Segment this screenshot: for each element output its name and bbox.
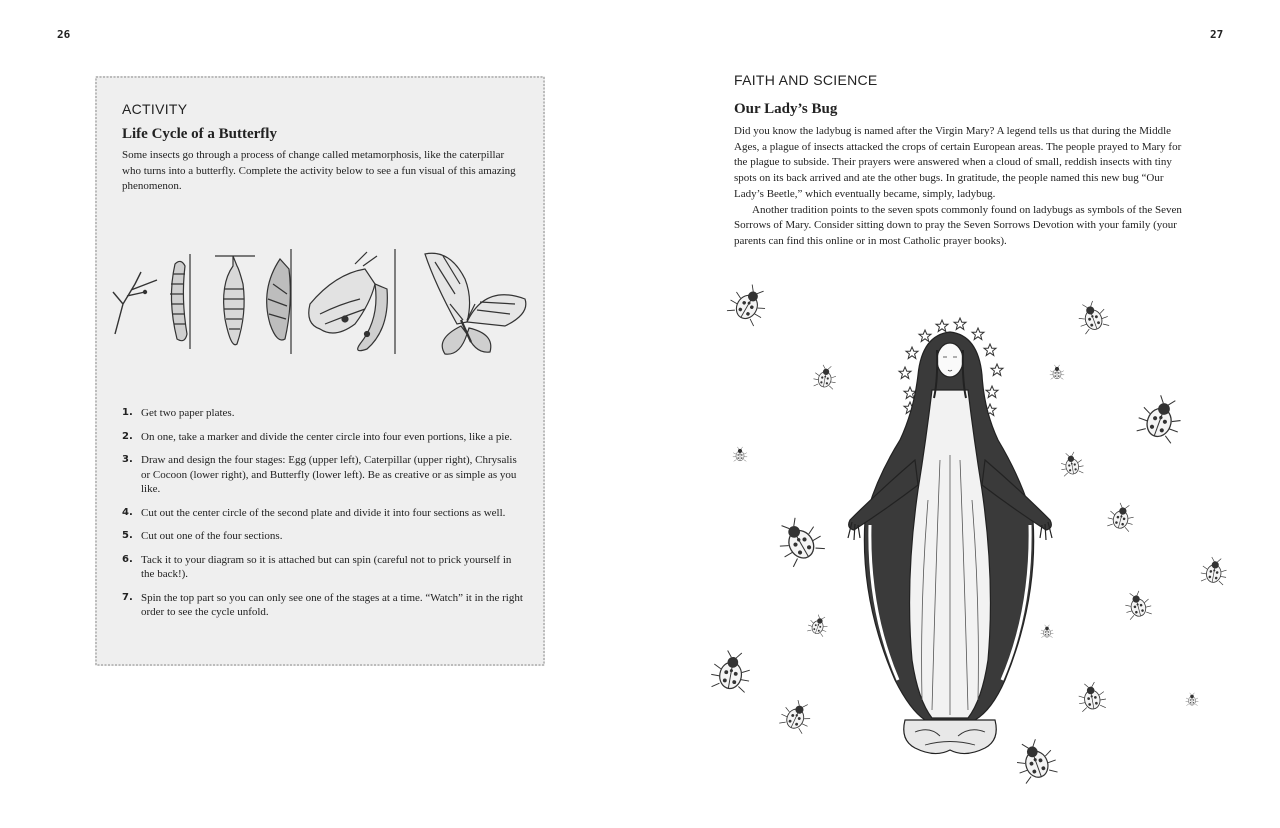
step-number: 5. <box>122 530 133 541</box>
activity-steps <box>122 406 527 629</box>
ladybug-icon <box>812 364 838 390</box>
ladybug-icon <box>1134 391 1187 444</box>
hanging-caterpillar-icon <box>215 256 255 345</box>
ladybug-icon <box>778 696 816 734</box>
ladybug-icon <box>709 648 753 692</box>
caterpillar-icon <box>170 254 190 349</box>
step-item <box>122 506 527 521</box>
emerging-butterfly-icon <box>309 249 395 354</box>
activity-kicker: ACTIVITY <box>122 101 188 117</box>
body-paragraph: Another tradition points to the seven spots commonly found on ladybugs as symbols of the Seven Sorrows of Mary. Consider sitting down to pray the Seven Sorrows Devotion with your family (your parents can find this online or in most Catholic prayer books). <box>734 203 1182 247</box>
ladybug-icon <box>1106 501 1137 532</box>
ladybug-icon <box>806 613 831 638</box>
activity-box <box>95 76 545 666</box>
page-number-left: 26 <box>57 28 71 41</box>
step-number: 6. <box>122 553 133 565</box>
step-number: 7. <box>122 591 133 603</box>
ladybug-icon <box>1076 681 1108 713</box>
step-item <box>122 591 527 620</box>
section-kicker: FAITH AND SCIENCE <box>734 72 878 88</box>
body-paragraph: Did you know the ladybug is named after the Virgin Mary? A legend tells us that during the Middle Ages, a plague of insects attacked the crops of certain European areas. The people prayed to Mary for the plague to subside. Their prayers were answered when a cloud of small, reddish insects with tiny spots on its back arrived and ate the other bugs. In gratitude, the people named this new bug “Our Lady’s Beetle,” which eventually became, simply, ladybug. <box>734 125 1182 200</box>
activity-title: Life Cycle of a Butterfly <box>122 126 277 142</box>
section-title: Our Lady’s Bug <box>734 101 838 117</box>
twig-egg-icon <box>113 272 157 334</box>
butterfly-life-cycle-illustration <box>105 244 535 364</box>
step-item <box>122 430 527 445</box>
ladybug-icon <box>770 511 827 568</box>
virgin-mary-ladybugs-illustration <box>700 280 1240 800</box>
step-text: On one, take a marker and divide the center circle into four even portions, like a pie. <box>141 430 513 443</box>
ladybug-icon <box>1186 693 1199 706</box>
butterfly-icon <box>425 253 526 354</box>
ladybug-icon <box>1050 365 1064 379</box>
step-text: Get two paper plates. <box>141 407 235 419</box>
ladybug-icon <box>1059 451 1085 477</box>
step-item <box>122 553 527 582</box>
ladybug-icon <box>725 280 773 327</box>
step-item <box>122 529 527 544</box>
step-text: Cut out one of the four sections. <box>141 530 283 542</box>
step-number: 1. <box>122 407 133 418</box>
ladybug-icon <box>733 447 747 461</box>
page-number-right: 27 <box>1210 28 1224 41</box>
ladybug-icon <box>1074 298 1111 335</box>
ladybug-icon <box>1041 625 1054 638</box>
step-number: 4. <box>122 506 133 518</box>
ladybug-icon <box>1011 735 1060 784</box>
virgin-mary-figure <box>848 332 1052 754</box>
section-body <box>734 124 1189 250</box>
ladybug-icon <box>1199 556 1229 586</box>
step-text: Draw and design the four stages: Egg (upper left), Caterpillar (upper right), Chrysalis or Cocoon (lower right), and Butterfly (lower left). Be as creative or as simple as you like. <box>141 454 517 495</box>
step-item <box>122 406 527 421</box>
step-text: Spin the top part so you can only see one of the stages at a time. “Watch” it in the right order to see the cycle unfold. <box>141 591 523 618</box>
step-item <box>122 453 527 497</box>
chrysalis-icon <box>267 249 291 354</box>
step-number: 2. <box>122 430 133 442</box>
step-text: Cut out the center circle of the second plate and divide it into four sections as well. <box>141 506 506 519</box>
step-text: Tack it to your diagram so it is attached but can spin (careful not to prick yourself in the back!). <box>141 553 512 580</box>
activity-intro: Some insects go through a process of change called metamorphosis, like the caterpillar who turns into a butterfly. Complete the activity below to see a fun visual of this amazing phenomenon. <box>122 149 516 192</box>
step-number: 3. <box>122 454 133 465</box>
ladybug-icon <box>1122 589 1153 620</box>
